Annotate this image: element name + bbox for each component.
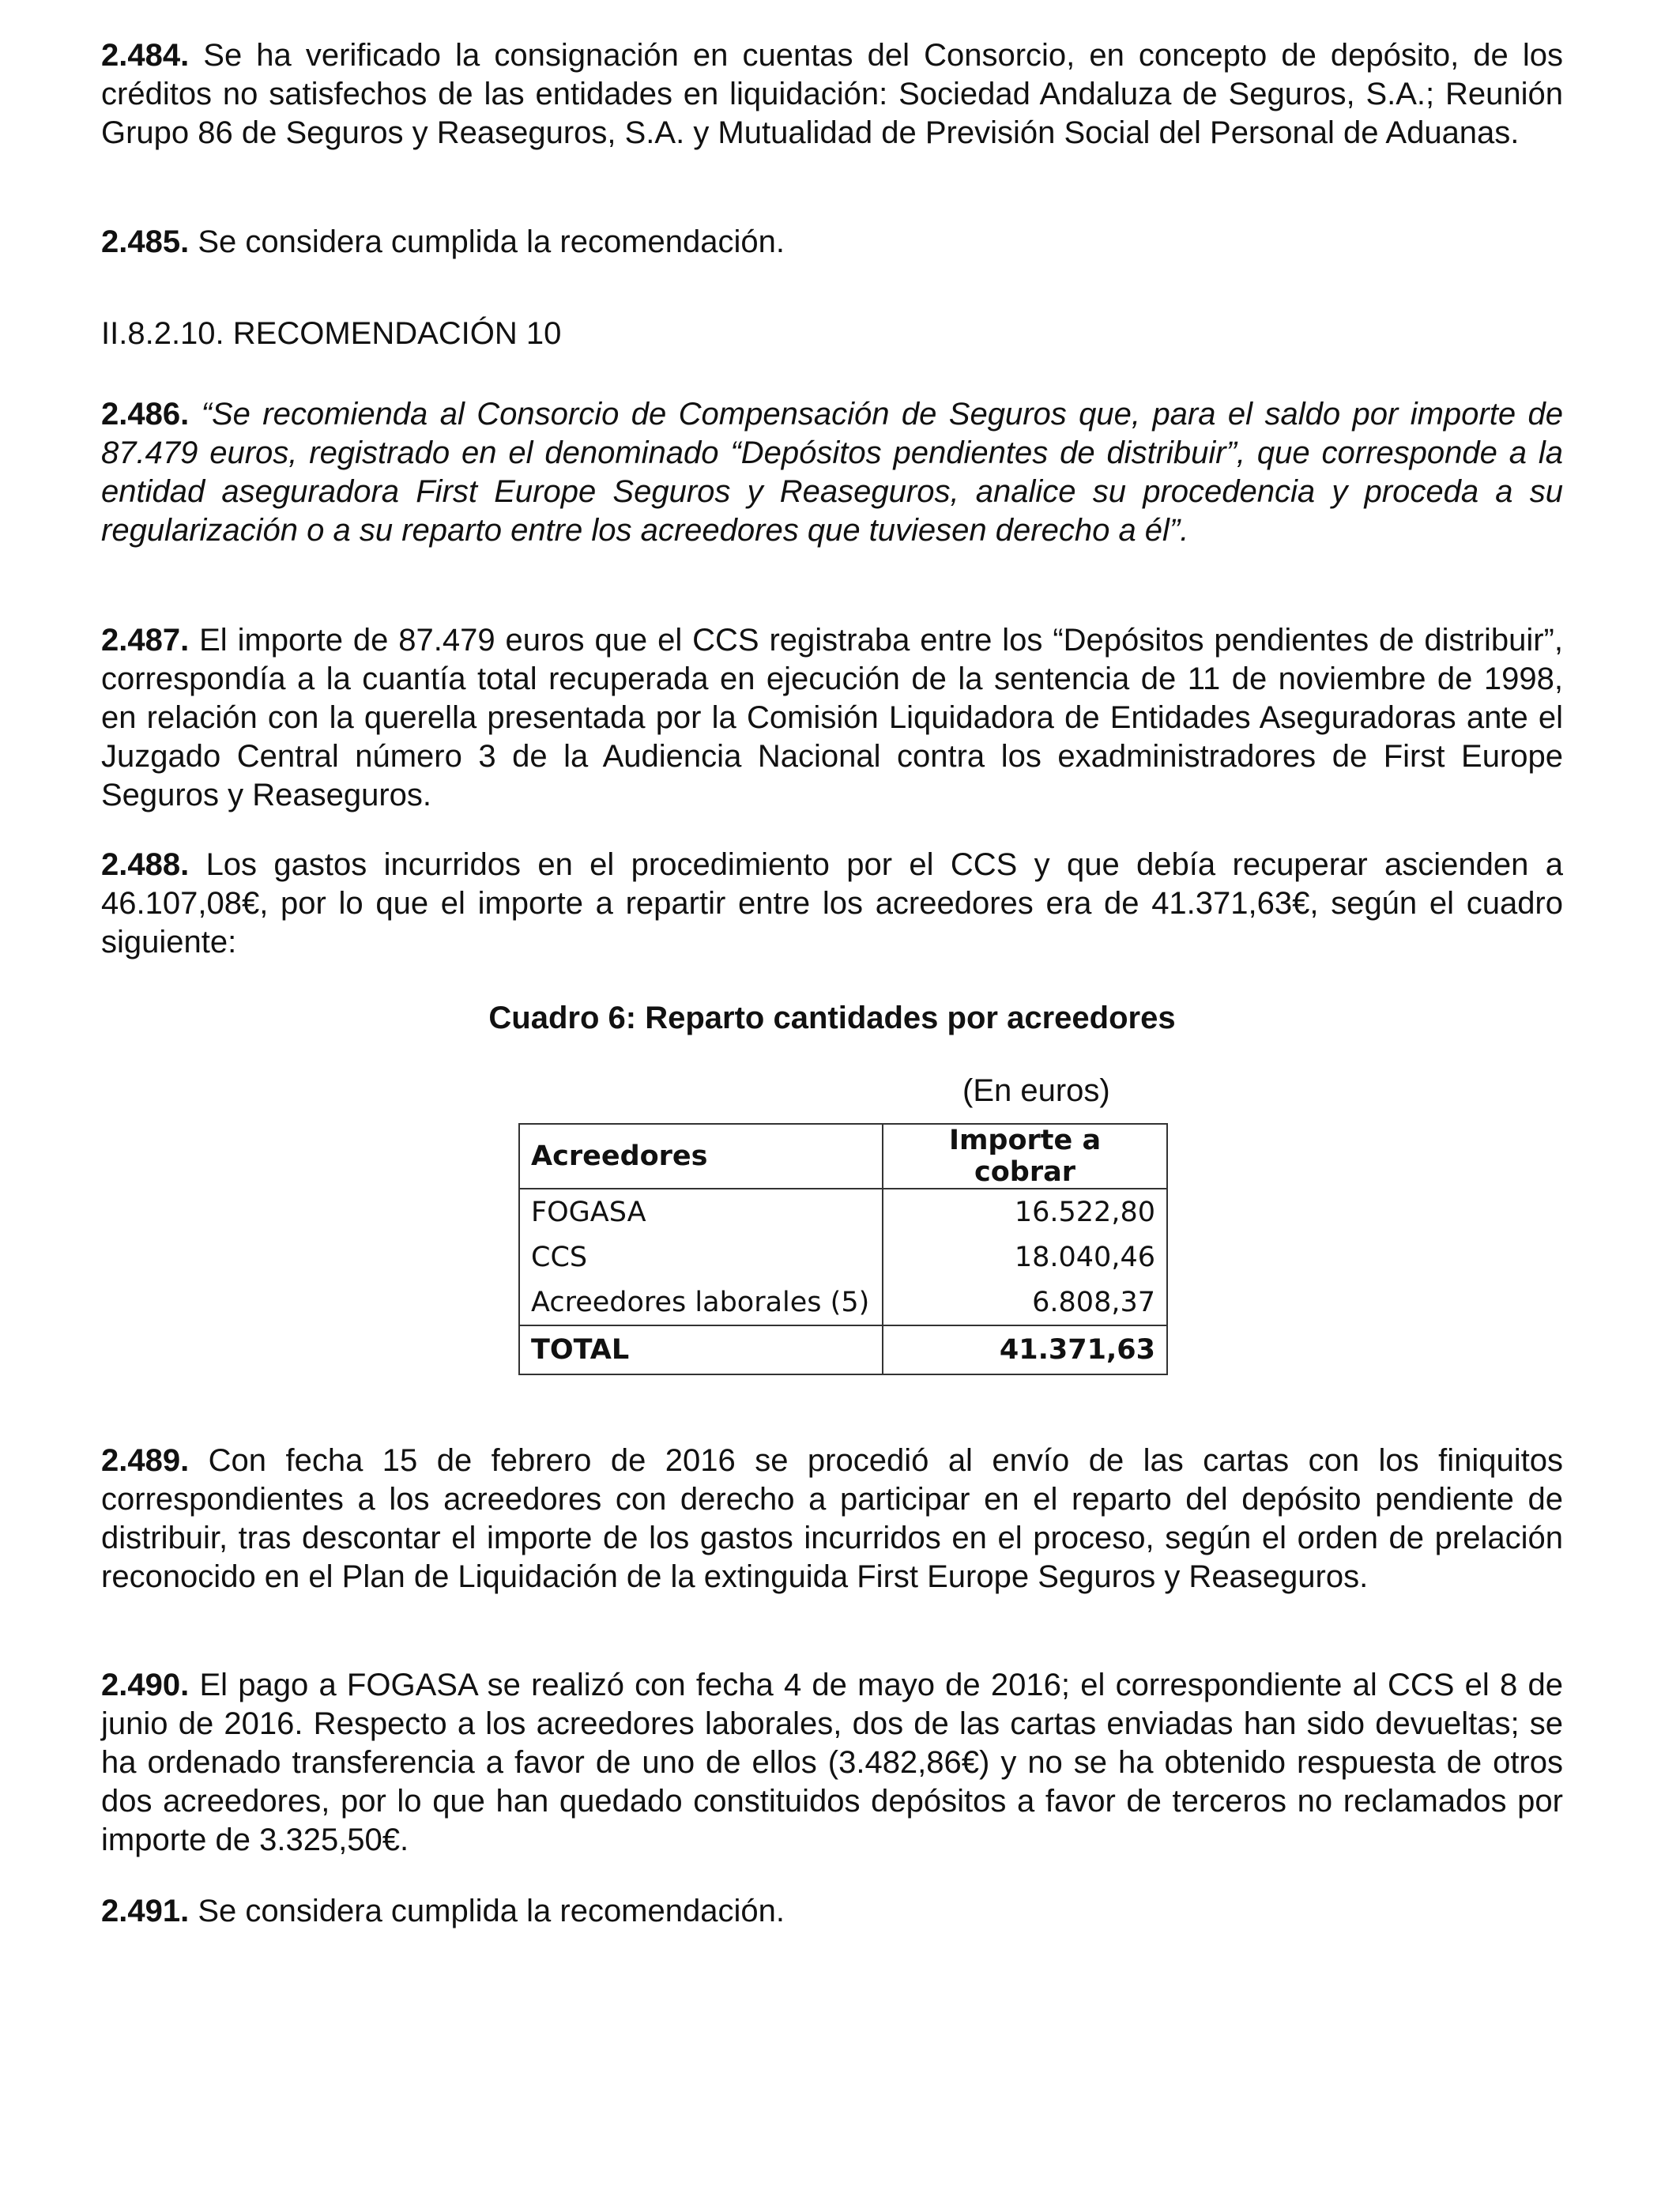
paragraph-2-491 <box>101 1892 1563 1931</box>
column-header-creditors: Acreedores <box>519 1124 883 1189</box>
paragraph-text: Los gastos incurridos en el procedimiento por el CCS y que debía recuperar ascienden a 46.107,08€, por lo que el importe a repartir entre los acreedores era de 41.371,63€, según el cuadro siguiente: <box>101 847 1563 959</box>
paragraph-text: Se ha verificado la consignación en cuentas del Consorcio, en concepto de depósito, de los créditos no satisfechos de las entidades en liquidación: Sociedad Andaluza de Seguros, S.A.; Reunión Grupo 86 de Seguros y Reaseguros, S.A. y Mutualidad de Previsión Social del Personal de Aduanas. <box>101 38 1563 150</box>
paragraph-number: 2.486. <box>101 397 190 432</box>
paragraph-2-484 <box>101 36 1563 153</box>
paragraph-number: 2.484. <box>101 38 190 73</box>
paragraph-2-485 <box>101 223 1563 262</box>
paragraph-number: 2.487. <box>101 623 190 658</box>
paragraph-number: 2.489. <box>101 1443 190 1478</box>
paragraph-number: 2.488. <box>101 847 190 882</box>
creditor-cell: Acreedores laborales (5) <box>519 1280 883 1325</box>
paragraph-2-489 <box>101 1442 1563 1596</box>
creditors-table <box>518 1123 1168 1375</box>
paragraph-2-487 <box>101 621 1563 815</box>
paragraph-number: 2.490. <box>101 1668 190 1702</box>
creditor-cell: FOGASA <box>519 1189 883 1235</box>
total-label-cell: TOTAL <box>519 1325 883 1374</box>
section-heading: II.8.2.10. RECOMENDACIÓN 10 <box>101 316 562 351</box>
amount-cell: 16.522,80 <box>883 1189 1167 1235</box>
creditor-cell: CCS <box>519 1235 883 1280</box>
paragraph-text: “Se recomienda al Consorcio de Compensación de Seguros que, para el saldo por importe de 87.479 euros, registrado en el denominado “Depósitos pendientes de distribuir”, que corresponde a la entidad aseguradora First Europe Seguros y Reaseguros, analice su procedencia y proceda a su regularización o a su reparto entre los acreedores que tuviesen derecho a él”. <box>101 397 1563 548</box>
paragraph-number: 2.485. <box>101 224 190 259</box>
paragraph-text: El importe de 87.479 euros que el CCS registraba entre los “Depósitos pendientes de distribuir”, correspondía a la cuantía total recuperada en ejecución de la sentencia de 11 de noviembre de 1998, en relación con la querella presentada por la Comisión Liquidadora de Entidades Aseguradoras ante el Juzgado Central número 3 de la Audiencia Nacional contra los exadministradores de First Europe Seguros y Reaseguros. <box>101 623 1563 812</box>
column-header-amount: Importe a cobrar <box>883 1124 1167 1189</box>
table-container <box>518 1123 1168 1375</box>
amount-cell: 6.808,37 <box>883 1280 1167 1325</box>
table-row <box>519 1280 1167 1325</box>
paragraph-text: Se considera cumplida la recomendación. <box>198 1894 785 1928</box>
paragraph-text: Se considera cumplida la recomendación. <box>198 224 785 259</box>
table-title: Cuadro 6: Reparto cantidades por acreedores <box>488 1001 1176 1035</box>
table-row <box>519 1235 1167 1280</box>
paragraph-text: Con fecha 15 de febrero de 2016 se procedió al envío de las cartas con los finiquitos correspondientes a los acreedores con derecho a participar en el reparto del depósito pendiente de distribuir, tras descontar el importe de los gastos incurridos en el proceso, según el orden de prelación reconocido en el Plan de Liquidación de la extinguida First Europe Seguros y Reaseguros. <box>101 1443 1563 1594</box>
paragraph-2-490 <box>101 1666 1563 1860</box>
table-total-row <box>519 1325 1167 1374</box>
table-header-row <box>519 1124 1167 1189</box>
table-row <box>519 1189 1167 1235</box>
total-amount-cell: 41.371,63 <box>883 1325 1167 1374</box>
amount-cell: 18.040,46 <box>883 1235 1167 1280</box>
table-unit: (En euros) <box>962 1073 1110 1108</box>
paragraph-text: El pago a FOGASA se realizó con fecha 4 de mayo de 2016; el correspondiente al CCS el 8 de junio de 2016. Respecto a los acreedores laborales, dos de las cartas enviadas han sido devueltas; se ha ordenado transferencia a favor de uno de ellos (3.482,86€) y no se ha obtenido respuesta de otros dos acreedores, por lo que han quedado constituidos depósitos a favor de terceros no reclamados por importe de 3.325,50€. <box>101 1668 1563 1857</box>
paragraph-2-486 <box>101 395 1563 550</box>
paragraph-2-488 <box>101 846 1563 962</box>
paragraph-number: 2.491. <box>101 1894 190 1928</box>
